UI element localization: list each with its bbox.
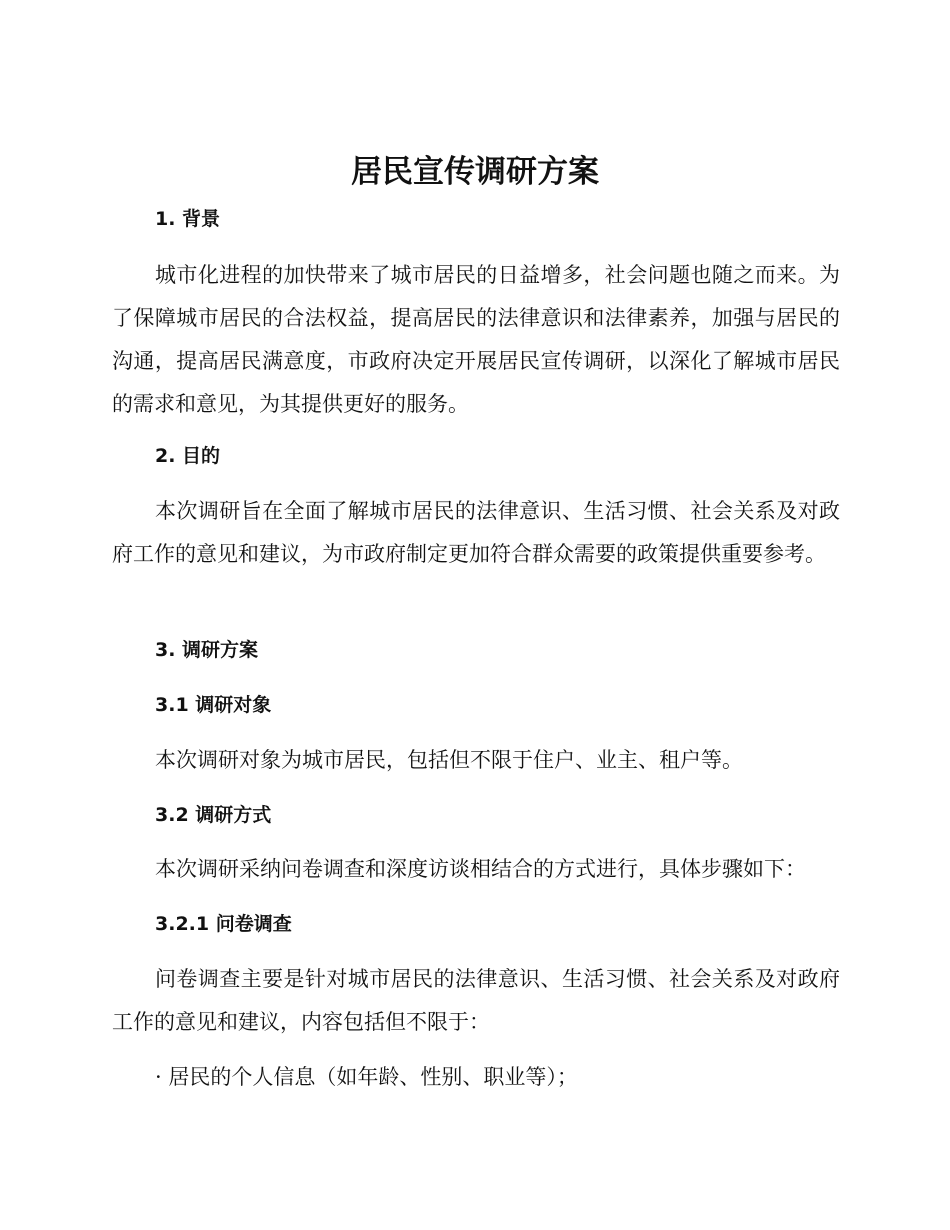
section-heading-questionnaire: 3.2.1 问卷调查 [155, 913, 292, 935]
section-heading-background: 1. 背景 [155, 208, 221, 230]
paragraph-questionnaire: 问卷调查主要是针对城市居民的法律意识、生活习惯、社会关系及对政府工作的意见和建议，内容包括但不限于： [112, 967, 840, 1034]
paragraph-background: 城市化进程的加快带来了城市居民的日益增多，社会问题也随之而来。为了保障城市居民的合法权益，提高居民的法律意识和法律素养，加强与居民的沟通，提高居民满意度，市政府决定开展居民宣传调研，以深化了解城市居民的需求和意见，为其提供更好的服务。 [112, 263, 840, 416]
section-heading-purpose: 2. 目的 [155, 445, 221, 467]
section-heading-subjects: 3.1 调研对象 [155, 694, 272, 716]
paragraph-methods: 本次调研采纳问卷调查和深度访谈相结合的方式进行，具体步骤如下： [155, 857, 806, 881]
list-item-personal-info: · 居民的个人信息（如年龄、性别、职业等）； [155, 1065, 578, 1089]
paragraph-purpose: 本次调研旨在全面了解城市居民的法律意识、生活习惯、社会关系及对政府工作的意见和建议，为市政府制定更加符合群众需要的政策提供重要参考。 [112, 499, 840, 566]
document-title: 居民宣传调研方案 [351, 154, 599, 190]
section-heading-plan: 3. 调研方案 [155, 639, 259, 661]
section-heading-methods: 3.2 调研方式 [155, 804, 272, 826]
paragraph-subjects: 本次调研对象为城市居民，包括但不限于住户、业主、租户等。 [155, 748, 743, 772]
